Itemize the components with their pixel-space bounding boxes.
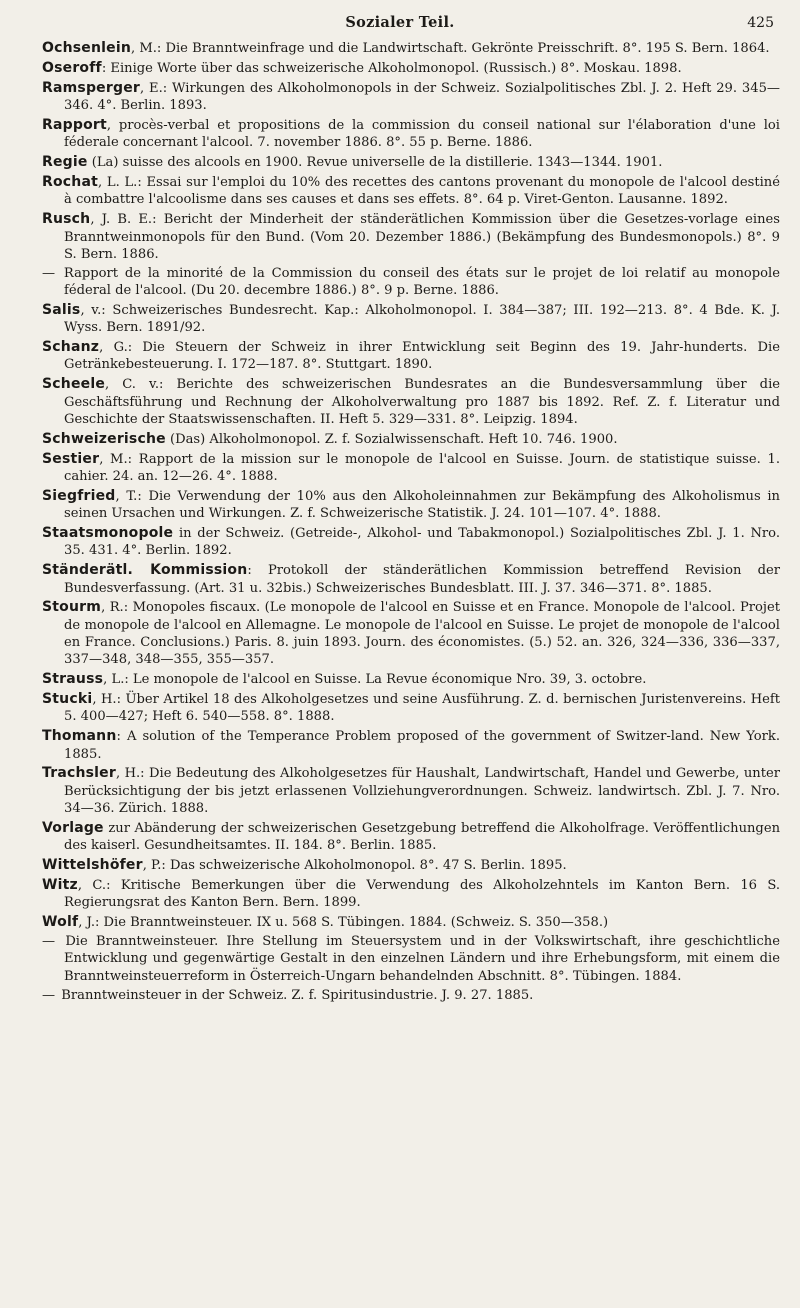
bibliography-entry [42, 376, 780, 428]
entry-author: Oseroff [42, 59, 102, 76]
bibliography-entry [42, 488, 780, 523]
entry-text: , v.: Schweizerisches Bundesrecht. Kap.: Alkoholmonopol. I. 384—387; III. 192—213. 8°. 4 Bde. K. J. Wyss. Bern. 1891/92. [64, 302, 780, 336]
ditto-dash: — [42, 265, 56, 281]
entry-author: Rochat [42, 174, 99, 191]
entry-author: Siegfried [42, 487, 116, 504]
entry-text: , L.: Le monopole de l'alcool en Suisse. La Revue économique Nro. 39, 3. octobre. [103, 672, 647, 688]
entry-author: Schweizerische [42, 430, 166, 447]
entry-text: , C. v.: Berichte des schweizerischen Bundesrates an die Bundesversammlung über die Geschäftsführung und Rechnung der Alkoholverwaltung pro 1887 bis 1892. Ref. Z. f. Literatur und Geschichte der Staatswissenschaften. II. Heft 5. 329—331. 8°. Leipzig. 1894. [64, 377, 780, 427]
bibliography-entry [42, 914, 780, 931]
bibliography-entry [42, 339, 780, 374]
entry-author: Ochsenlein [42, 40, 132, 56]
ditto-dash: — [42, 934, 56, 950]
entry-author: Rusch [42, 211, 91, 228]
entry-author: Ständerätl. Kommission [42, 562, 248, 579]
entry-text: (Das) Alkoholmonopol. Z. f. Sozialwissenschaft. Heft 10. 746. 1900. [165, 431, 618, 447]
entry-text: zur Abänderung der schweizerischen Gesetzgebung betreffend die Alkoholfrage. Veröffentlichungen des kaiserl. Gesundheitsamtes. II. 184. 8°. Berlin. 1885. [64, 820, 780, 854]
bibliography-entry [42, 117, 780, 152]
entry-text: , L. L.: Essai sur l'emploi du 10% des recettes des cantons provenant du monopole de l'alcool destiné à combattre l'alcoolisme dans ses causes et dans ses effets. 8°. 64 p. Viret-Genton. Lausanne. 1892. [64, 175, 780, 208]
bibliography-entry [42, 154, 780, 171]
bibliography-entry [42, 671, 780, 688]
entry-text: , P.: Das schweizerische Alkoholmonopol. 8°. 47 S. Berlin. 1895. [142, 858, 567, 874]
entry-text: , J.: Die Branntweinsteuer. IX u. 568 S. Tübingen. 1884. (Schweiz. S. 350—358.) [78, 915, 609, 931]
entry-author: Stourm [42, 599, 102, 616]
bibliography-entry [42, 40, 780, 57]
entry-text: , C.: Kritische Bemerkungen über die Verwendung des Alkoholzehntels im Kanton Bern. 16 S. Regierungsrat des Kanton Bern. Bern. 1899. [64, 878, 780, 911]
entry-author: Rapport [42, 116, 107, 133]
bibliography-entry [42, 431, 780, 448]
bibliography-entry [42, 80, 780, 115]
entry-author: Regie [42, 154, 88, 171]
entry-text: , H.: Über Artikel 18 des Alkoholgesetzes und seine Ausführung. Z. d. bernischen Juristenvereins. Heft 5. 400—427; Heft 6. 540—558. 8°. 1888. [64, 692, 780, 725]
entry-text: : A solution of the Temperance Problem proposed of the government of Switzer-land. New York. 1885. [64, 729, 780, 762]
entry-author: Wittelshöfer [42, 857, 143, 874]
bibliography-entry [42, 60, 780, 77]
ditto-dash: — [42, 987, 56, 1003]
page-header [0, 14, 800, 40]
entry-author: Sestier [42, 450, 100, 467]
entry-text: in der Schweiz. (Getreide-, Alkohol- und Tabakmonopol.) Sozialpolitisches Zbl. J. 1. Nro. 35. 431. 4°. Berlin. 1892. [64, 526, 780, 559]
entry-author: Thomann [42, 728, 117, 745]
running-head: Sozialer Teil. [345, 14, 455, 31]
entry-text: : Einige Worte über das schweizerische Alkoholmonopol. (Russisch.) 8°. Moskau. 1898. [101, 60, 682, 76]
entry-author: Stucki [42, 691, 93, 708]
entry-text: , E.: Wirkungen des Alkoholmonopols in der Schweiz. Sozialpolitisches Zbl. J. 2. Heft 29. 345—346. 4°. Berlin. 1893. [64, 80, 780, 114]
entry-text: Die Branntweinsteuer. Ihre Stellung im Steuersystem und in der Volkswirtschaft, ihre geschichtliche Entwicklung und gegenwärtige Gestalt in den einzelnen Ländern und ihre Erhebungsform, mit einem die Branntweinsteuerreform in Österreich-Ungarn behandelnden Abschnitt. 8°. Tübingen. 1884. [64, 934, 780, 984]
entry-text: (La) suisse des alcools en 1900. Revue universelle de la distillerie. 1343—1344. 1901. [87, 155, 663, 171]
entry-author: Trachsler [42, 765, 116, 782]
bibliography-entry [42, 211, 780, 263]
bibliography-entry [42, 599, 780, 668]
entry-text: , T.: Die Verwendung der 10% aus den Alkoholeinnahmen zur Bekämpfung des Alkoholismus in seinen Ursachen und Wirkungen. Z. f. Schweizerische Statistik. J. 24. 101—107. 4°. 1888. [64, 488, 780, 522]
entry-author: Salis [42, 301, 81, 318]
entry-author: Vorlage [42, 819, 104, 836]
entry-text: , J. B. E.: Bericht der Minderheit der ständerätlichen Kommission über die Gesetzes-vorlage eines Branntweinmonopols für den Bund. (Vom 20. Dezember 1886.) (Bekämpfung des Bundesmonopols.) 8°. 9 S. Bern. 1886. [64, 212, 780, 262]
bibliography-entry [42, 728, 780, 763]
entry-author: Ramsperger [42, 79, 140, 96]
entry-text: , procès-verbal et propositions de la commission du conseil national sur l'élaboration d'une loi féderale concernant l'alcool. 7. november 1886. 8°. 55 p. Berne. 1886. [64, 117, 780, 151]
bibliography-list [42, 40, 780, 1006]
entry-text: , M.: Rapport de la mission sur le monopole de l'alcool en Suisse. Journ. de statistique suisse. 1. cahier. 24. an. 12—26. 4°. 1888. [64, 451, 780, 484]
bibliography-entry [42, 933, 780, 985]
bibliography-entry [42, 265, 780, 300]
entry-text: Branntweinsteuer in der Schweiz. Z. f. Spiritusindustrie. J. 9. 27. 1885. [61, 987, 534, 1003]
entry-author: Wolf [42, 914, 79, 931]
bibliography-entry [42, 987, 780, 1004]
bibliography-entry [42, 820, 780, 855]
entry-author: Schanz [42, 339, 100, 356]
bibliography-entry [42, 562, 780, 597]
bibliography-entry [42, 174, 780, 209]
entry-text: , H.: Die Bedeutung des Alkoholgesetzes für Haushalt, Landwirtschaft, Handel und Gewerbe, unter Berücksichtigung der bis jetzt erlassenen Vollziehungverordnungen. Schweiz. landwirtsch. Zbl. J. 7. Nro. 34—36. Zürich. 1888. [64, 766, 780, 817]
bibliography-entry [42, 765, 780, 817]
bibliography-entry [42, 877, 780, 912]
entry-author: Staatsmonopole [42, 525, 174, 542]
entry-author: Witz [42, 877, 78, 894]
entry-text: : Protokoll der ständerätlichen Kommission betreffend Revision der Bundesverfassung. (Art. 31 u. 32bis.) Schweizerisches Bundesblatt. III. J. 37. 346—371. 8°. 1885. [64, 563, 780, 596]
entry-text: , M.: Die Branntweinfrage und die Landwirtschaft. Gekrönte Preisschrift. 8°. 195 S. Bern. 1864. [131, 41, 770, 56]
entry-text: , R.: Monopoles fiscaux. (Le monopole de l'alcool en Suisse et en France. Monopole de l'alcool. Projet de monopole de l'alcool en Allemagne. Le monopole de l'alcool en Suisse. Le projet de monopole de l'alcool en France. Conclusions.) Paris. 8. juin 1893. Journ. des économistes. (5.) 52. an. 326, 324—336, 336—337, 337—348, 348—355, 355—357. [64, 600, 780, 668]
page-number: 425 [747, 15, 774, 31]
bibliography-entry [42, 451, 780, 486]
entry-text: , G.: Die Steuern der Schweiz in ihrer Entwicklung seit Beginn des 19. Jahr-hunderts. Die Getränkebesteuerung. I. 172—187. 8°. Stuttgart. 1890. [64, 340, 780, 373]
bibliography-entry [42, 857, 780, 874]
entry-author: Scheele [42, 376, 106, 393]
bibliography-entry [42, 302, 780, 337]
bibliography-entry [42, 525, 780, 560]
entry-author: Strauss [42, 671, 104, 688]
bibliography-entry [42, 691, 780, 726]
entry-text: Rapport de la minorité de la Commission du conseil des états sur le projet de loi relatif au monopole féderal de l'alcool. (Du 20. decembre 1886.) 8°. 9 p. Berne. 1886. [63, 265, 780, 299]
